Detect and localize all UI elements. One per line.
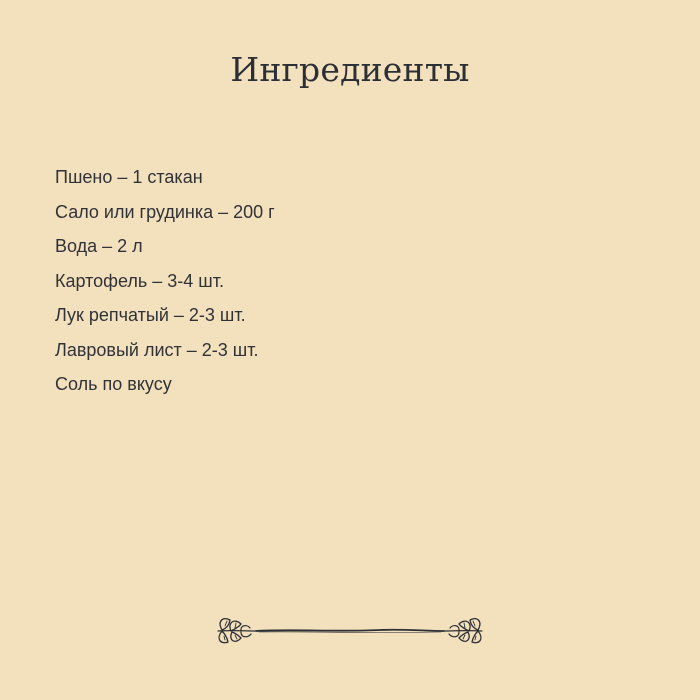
ingredients-list (55, 160, 615, 402)
page-title: Ингредиенты (230, 50, 470, 90)
ingredient-item: Лук репчатый – 2-3 шт. (55, 305, 246, 325)
ingredient-item: Лавровый лист – 2-3 шт. (55, 339, 259, 360)
ingredient-item: Вода – 2 л (55, 236, 143, 256)
ingredient-item: Картофель – 3-4 шт. (55, 270, 224, 291)
ingredient-item: Пшено – 1 стакан (55, 167, 203, 187)
ingredient-item: Сало или грудинка – 200 г (55, 201, 275, 222)
leaf-divider-icon (210, 607, 490, 651)
ingredient-item: Соль по вкусу (55, 374, 172, 394)
